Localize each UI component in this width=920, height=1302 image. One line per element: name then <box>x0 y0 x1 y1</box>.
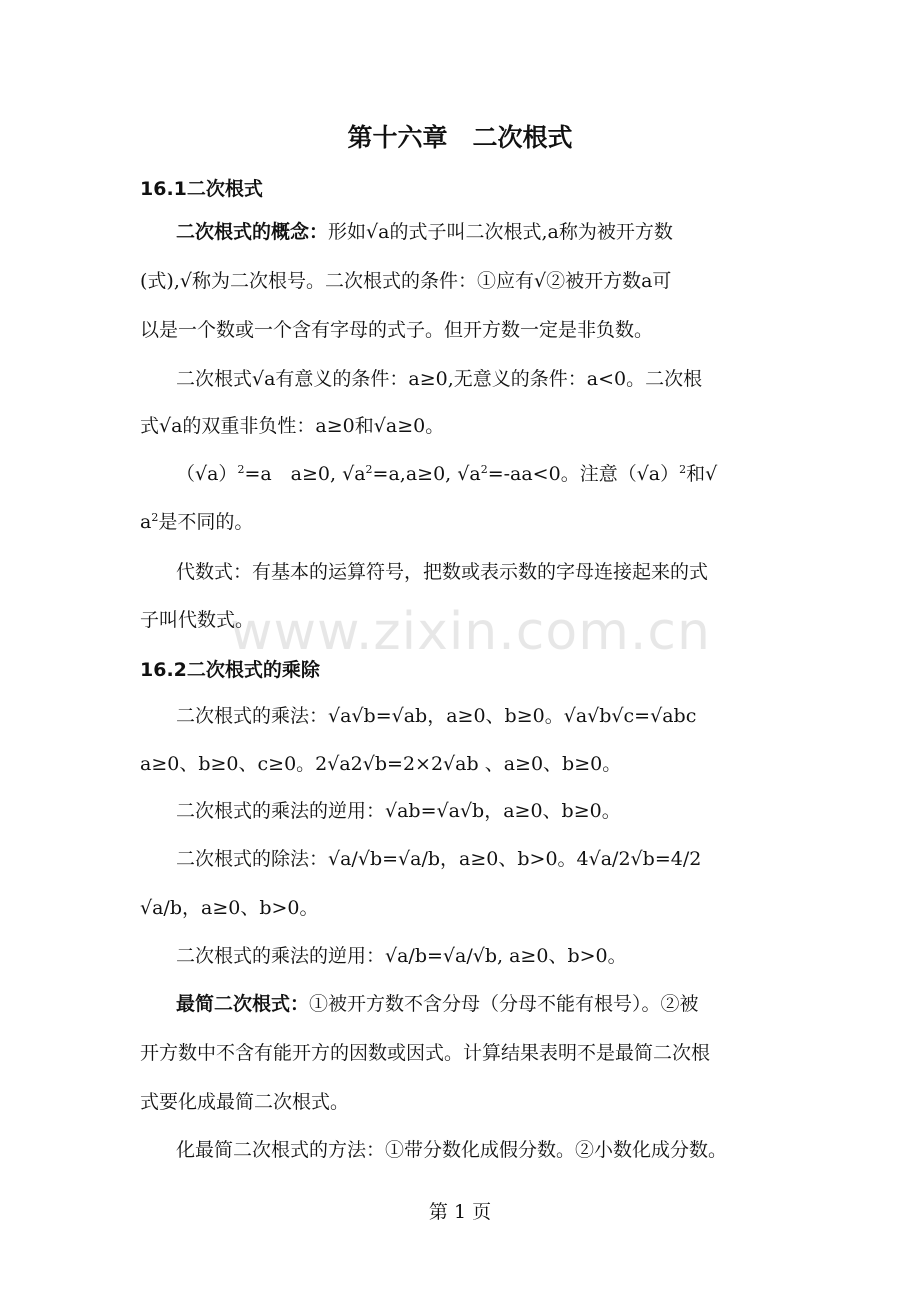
multiply-inverse-line: 二次根式的乘法的逆用：√ab=√a√b，a≥0、b≥0。 <box>176 800 621 822</box>
meaning-line-2: 式√a的双重非负性：a≥0和√a≥0。 <box>140 415 445 437</box>
concept-line-3: 以是一个数或一个含有字母的式子。但开方数一定是非负数。 <box>140 319 654 341</box>
property-line-2 <box>140 508 253 536</box>
simplest-text-1: ①被开方数不含分母（分母不能有根号）。②被 <box>309 993 699 1015</box>
page-number: 第 1 页 <box>428 1201 492 1223</box>
watermark: www.zixin.com.cn <box>230 602 711 662</box>
prop-part-4: =-aa<0。注意（√a） <box>487 463 680 485</box>
concept-line-2: (式),√称为二次根号。二次根式的条件：①应有√②被开方数a可 <box>140 270 672 292</box>
simplest-line-1 <box>176 990 699 1018</box>
divide-line-1: 二次根式的除法：√a/√b=√a/b，a≥0、b>0。4√a/2√b=4/2 <box>176 848 702 870</box>
simplest-line-3: 式要化成最简二次根式。 <box>140 1091 350 1113</box>
meaning-line-1: 二次根式√a有意义的条件：a≥0,无意义的条件：a<0。二次根 <box>176 368 703 390</box>
divide-inverse-line: 二次根式的乘法的逆用：√a/b=√a/√b, a≥0、b>0。 <box>176 945 627 967</box>
prop-part-1: （√a） <box>176 463 238 485</box>
simplest-line-2: 开方数中不含有能开方的因数或因式。计算结果表明不是最简二次根 <box>140 1042 711 1064</box>
algebra-line-2: 子叫代数式。 <box>140 609 255 631</box>
prop-sup-1: 2 <box>237 463 245 476</box>
prop-sup-2: 2 <box>365 463 373 476</box>
prop-sup-3: 2 <box>480 463 488 476</box>
prop-sup-4: 2 <box>679 463 687 476</box>
property-line-1 <box>176 460 717 488</box>
prop-part-2: =a a≥0, √a <box>244 463 366 485</box>
concept-line-1 <box>176 218 673 246</box>
divide-line-2: √a/b，a≥0、b>0。 <box>140 897 319 919</box>
multiply-line-2: a≥0、b≥0、c≥0。2√a2√b=2×2√ab 、a≥0、b≥0。 <box>140 753 622 775</box>
prop-part-3: =a,a≥0, √a <box>372 463 481 485</box>
prop-part-5: 和√ <box>686 463 718 485</box>
simplest-term: 最简二次根式： <box>176 993 310 1015</box>
prop-l2-sup: 2 <box>151 511 159 524</box>
section-heading-16-1: 16.1二次根式 <box>140 178 263 200</box>
chapter-title: 第十六章 二次根式 <box>347 123 573 152</box>
concept-text-1: 形如√a的式子叫二次根式,a称为被开方数 <box>328 221 673 243</box>
method-line: 化最简二次根式的方法：①带分数化成假分数。②小数化成分数。 <box>176 1139 728 1161</box>
prop-l2-part-1: a <box>140 511 152 533</box>
prop-l2-part-2: 是不同的。 <box>158 511 254 533</box>
multiply-line-1: 二次根式的乘法：√a√b=√ab，a≥0、b≥0。√a√b√c=√abc <box>176 705 697 727</box>
algebra-line-1: 代数式：有基本的运算符号，把数或表示数的字母连接起来的式 <box>176 561 709 583</box>
section-heading-16-2: 16.2二次根式的乘除 <box>140 659 320 681</box>
concept-term: 二次根式的概念： <box>176 221 329 243</box>
